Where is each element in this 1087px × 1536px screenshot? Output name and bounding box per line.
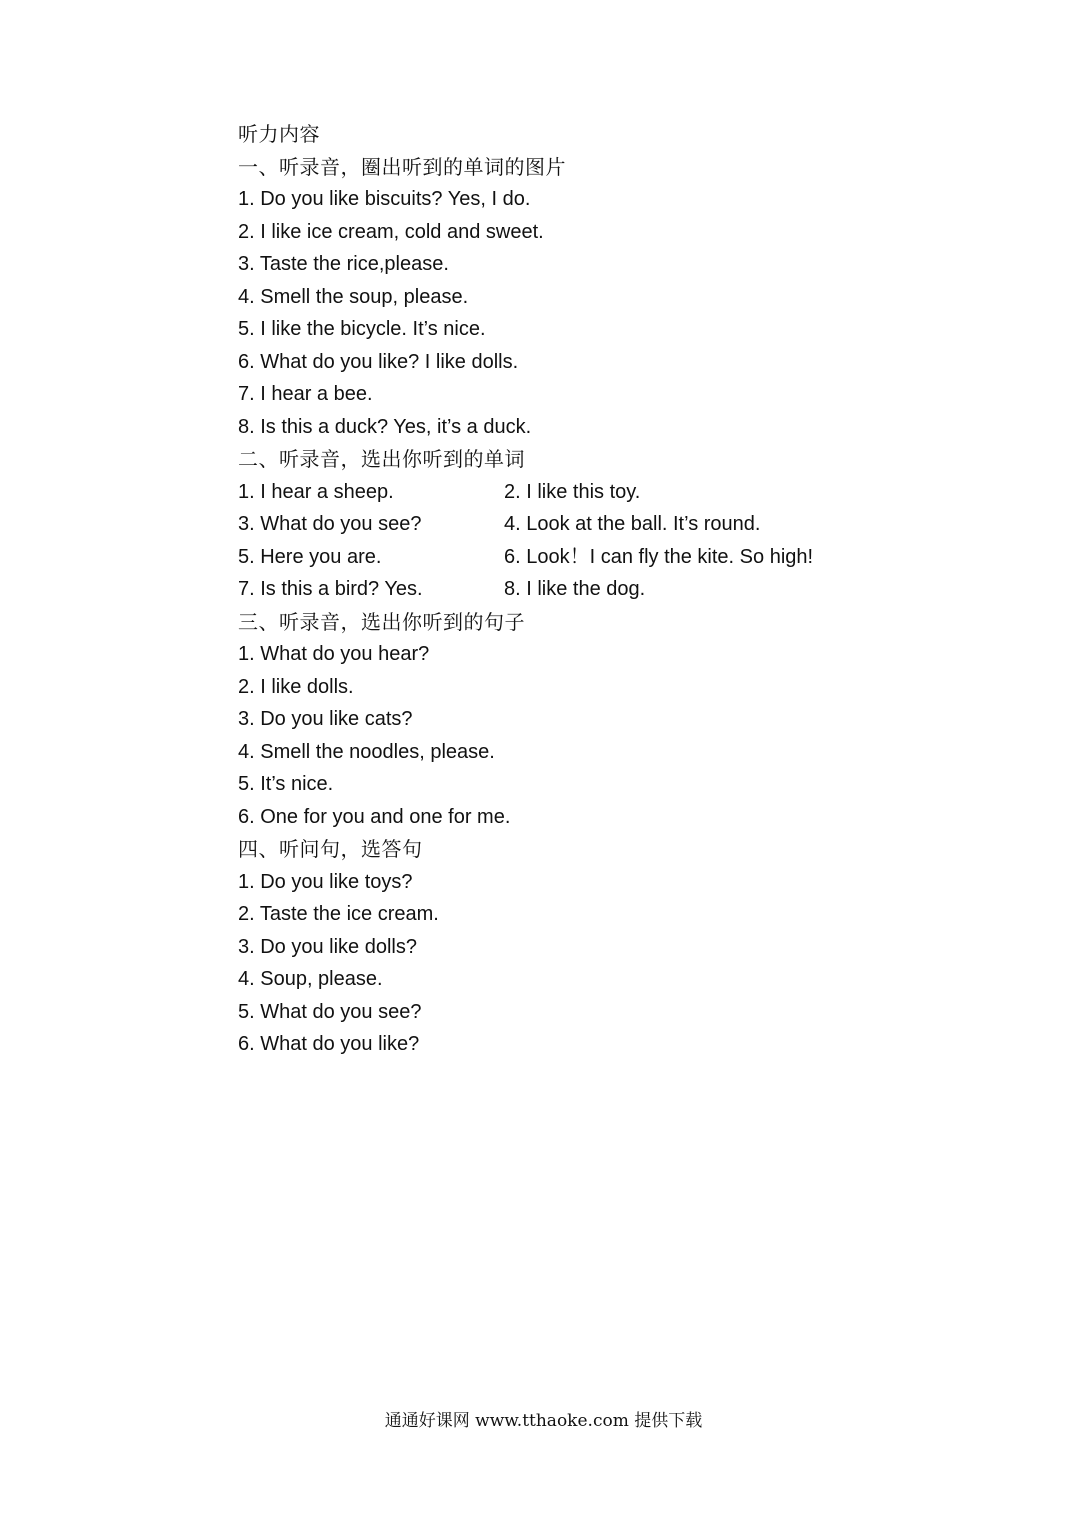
section-2-heading: 二、听录音，选出你听到的单词 bbox=[238, 447, 525, 471]
section-2-row bbox=[238, 541, 998, 574]
section-1-item: 3. Taste the rice,please. bbox=[238, 253, 449, 275]
section-2-item: 7. Is this a bird? Yes. bbox=[238, 578, 423, 600]
section-3-item: 3. Do you like cats? bbox=[238, 708, 413, 730]
section-2-item: 2. I like this toy. bbox=[504, 480, 641, 503]
section-2-row bbox=[238, 573, 998, 606]
section-4-item: 1. Do you like toys? bbox=[238, 870, 413, 893]
section-2-item: 5. Here you are. bbox=[238, 545, 382, 568]
section-1-item: 1. Do you like biscuits? Yes, I do. bbox=[238, 188, 531, 210]
section-3-item: 6. One for you and one for me. bbox=[238, 805, 511, 828]
section-2-row bbox=[238, 508, 998, 541]
section-4-item: 3. Do you like dolls? bbox=[238, 935, 417, 958]
section-1-item: 5. I like the bicycle. It’s nice. bbox=[238, 318, 486, 340]
section-2-item: 8. I like the dog. bbox=[504, 578, 646, 600]
section-4-item: 5. What do you see? bbox=[238, 1000, 422, 1023]
section-4-heading: 四、听问句，选答句 bbox=[238, 837, 423, 861]
section-1-item: 4. Smell the soup, please. bbox=[238, 285, 469, 308]
section-1-item: 8. Is this a duck? Yes, it’s a duck. bbox=[238, 415, 532, 438]
page-title: 听力内容 bbox=[238, 122, 320, 146]
section-3-item: 2. I like dolls. bbox=[238, 675, 354, 698]
section-3-item: 4. Smell the noodles, please. bbox=[238, 740, 495, 763]
section-2-item: 4. Look at the ball. It’s round. bbox=[504, 513, 761, 535]
section-2-item: 1. I hear a sheep. bbox=[238, 480, 394, 503]
section-4-item: 4. Soup, please. bbox=[238, 968, 383, 990]
section-2-item: 3. What do you see? bbox=[238, 513, 422, 535]
footer-source-text: 通通好课网 www.tthaoke.com 提供下载 bbox=[384, 1411, 703, 1431]
document-page bbox=[238, 118, 998, 1061]
section-1-heading: 一、听录音，圈出听到的单词的图片 bbox=[238, 154, 566, 179]
section-4-item: 2. Taste the ice cream. bbox=[238, 903, 439, 925]
section-3-item: 5. It’s nice. bbox=[238, 773, 334, 795]
section-3-item: 1. What do you hear? bbox=[238, 643, 430, 665]
section-2-item: 6. Look！I can fly the kite. So high! bbox=[504, 545, 814, 568]
section-1-item: 2. I like ice cream, cold and sweet. bbox=[238, 220, 544, 243]
section-1-item: 7. I hear a bee. bbox=[238, 383, 373, 405]
section-4-item: 6. What do you like? bbox=[238, 1033, 420, 1055]
section-1-item: 6. What do you like? I like dolls. bbox=[238, 350, 519, 373]
section-2-row bbox=[238, 476, 998, 509]
section-3-heading: 三、听录音，选出你听到的句子 bbox=[238, 609, 525, 634]
